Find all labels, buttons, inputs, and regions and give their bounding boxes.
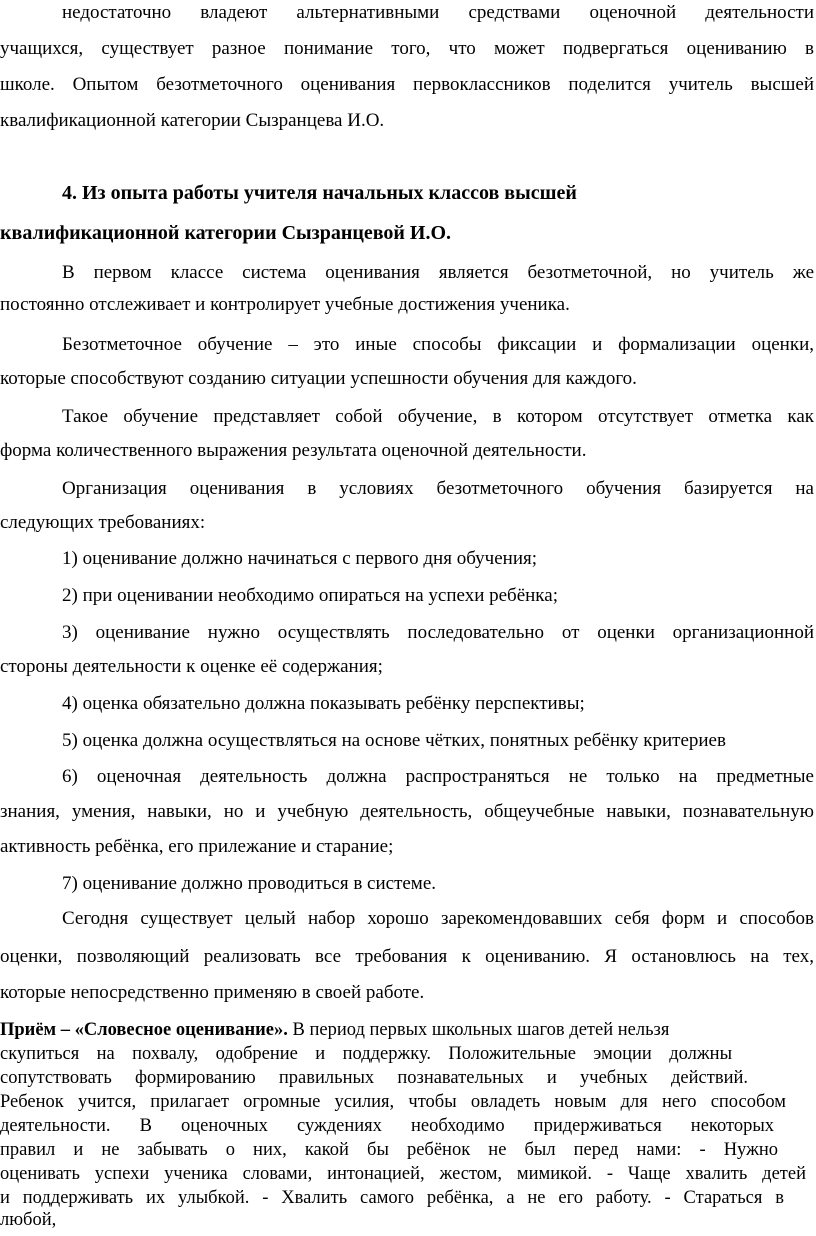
requirement-7: 7) оценивание должно проводиться в системе. [62,873,437,894]
p2-line-2: которые способствуют созданию ситуации успешности обучения для каждого. [0,368,637,389]
requirement-1: 1) оценивание должно начинаться с первого дня обучения; [62,548,537,569]
technique-line-4: Ребенок учится, прилагает огромные усилия, чтобы овладеть новым для него способом [0,1092,786,1112]
requirement-2: 2) при оценивании необходимо опираться на успехи ребёнка; [62,585,558,606]
p4-line-2: следующих требованиях: [0,512,206,533]
intro-line-4: квалификационной категории Сызранцева И.О. [0,110,385,131]
requirement-6-line-3: активность ребёнка, его прилежание и старание; [0,836,394,857]
technique-line-7: оценивать успехи ученика словами, интонацией, жестом, мимикой. - Чаще хвалить детей [0,1164,806,1184]
technique-line-3: сопутствовать формированию правильных познавательных и учебных действий. [0,1068,748,1088]
technique-line-9: любой, [0,1210,57,1230]
intro-line-1: недостаточно владеют альтернативными средствами оценочной деятельности [62,2,814,23]
requirement-3-line-1: 3) оценивание нужно осуществлять последовательно от оценки организационной [62,622,814,643]
technique-line-8: и поддерживать их улыбкой. - Хвалить самого ребёнка, а не его работу. - Стараться в [0,1188,784,1208]
p3-line-2: форма количественного выражения результата оценочной деятельности. [0,440,587,461]
technique-title: Приём – «Словесное оценивание». [0,1020,288,1040]
requirement-5: 5) оценка должна осуществляться на основе чётких, понятных ребёнку критериев [62,730,726,751]
technique-line-6: правил и не забывать о них, какой бы ребёнок не был перед нами: - Нужно [0,1140,778,1160]
p5-line-3: которые непосредственно применяю в своей работе. [0,982,425,1003]
intro-line-2: учащихся, существует разное понимание того, что может подвергаться оцениванию в [0,38,814,59]
p5-line-1: Сегодня существует целый набор хорошо зарекомендовавших себя форм и способов [62,908,814,929]
p4-line-1: Организация оценивания в условиях безотметочного обучения базируется на [62,478,814,499]
requirement-4: 4) оценка обязательно должна показывать ребёнку перспективы; [62,693,585,714]
technique-line-1 [0,1020,800,1041]
p3-line-1: Такое обучение представляет собой обучение, в котором отсутствует отметка как [62,406,814,427]
section-heading-line-1: 4. Из опыта работы учителя начальных классов высшей [62,182,577,204]
p5-line-2: оценки, позволяющий реализовать все требования к оцениванию. Я остановлюсь на тех, [0,946,814,967]
requirement-6-line-2: знания, умения, навыки, но и учебную деятельность, общеучебные навыки, познавательную [0,801,814,822]
technique-line-1-text: В период первых школьных шагов детей нельзя [287,1020,670,1040]
requirement-6-line-1: 6) оценочная деятельность должна распространяться не только на предметные [62,766,814,787]
p1-line-1: В первом классе система оценивания является безотметочной, но учитель же [62,262,814,283]
p1-line-2: постоянно отслеживает и контролирует учебные достижения ученика. [0,294,570,315]
section-heading-line-2: квалификационной категории Сызранцевой И.О. [0,222,452,244]
technique-line-5: деятельности. В оценочных суждениях необходимо придерживаться некоторых [0,1116,774,1136]
technique-line-2: скупиться на похвалу, одобрение и поддержку. Положительные эмоции должны [0,1044,732,1064]
intro-line-3: школе. Опытом безотметочного оценивания первоклассников поделится учитель высшей [0,74,814,95]
requirement-3-line-2: стороны деятельности к оценке её содержания; [0,656,383,677]
p2-line-1: Безотметочное обучение – это иные способы фиксации и формализации оценки, [62,334,814,355]
